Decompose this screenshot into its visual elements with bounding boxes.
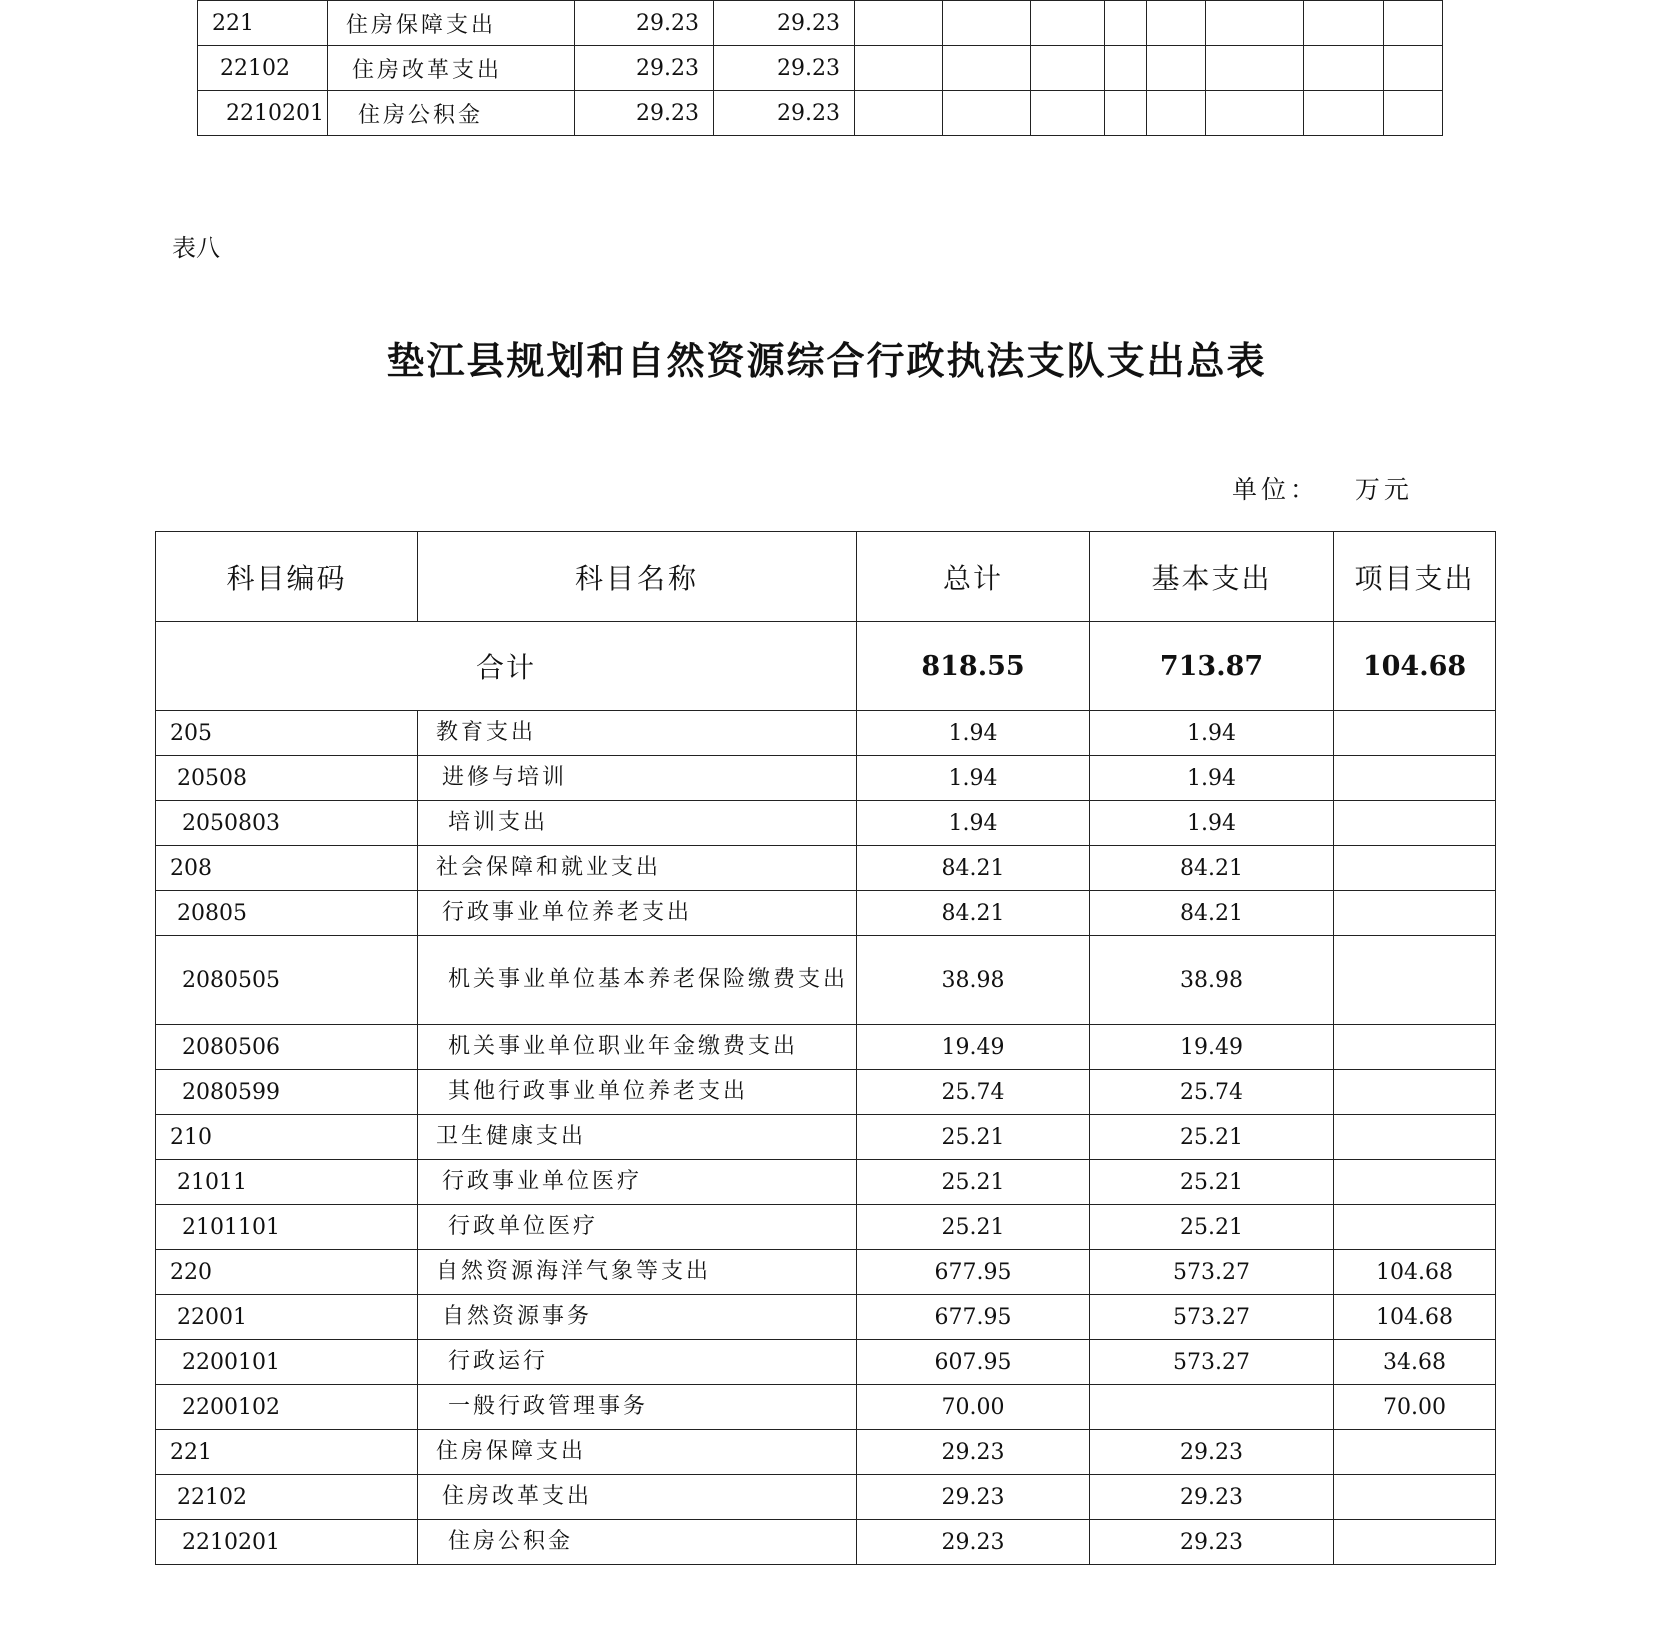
table-row (156, 846, 1496, 891)
table-row (156, 801, 1496, 846)
header-basic: 基本支出 (1090, 532, 1334, 622)
code-cell: 20805 (156, 891, 418, 936)
header-row (156, 532, 1496, 622)
code-cell: 220 (156, 1250, 418, 1295)
project-cell (1334, 891, 1496, 936)
total-cell: 29.23 (857, 1475, 1090, 1520)
project-cell (1334, 1160, 1496, 1205)
name-cell: 住房保障支出 (328, 1, 575, 46)
total-cell: 38.98 (857, 936, 1090, 1025)
total-row (156, 622, 1496, 711)
total-cell: 1.94 (857, 756, 1090, 801)
name-cell: 教育支出 (418, 711, 857, 756)
table-row (156, 1520, 1496, 1565)
name-cell: 其他行政事业单位养老支出 (418, 1070, 857, 1115)
basic-cell: 84.21 (1090, 846, 1334, 891)
project-cell (1334, 1025, 1496, 1070)
name-cell: 进修与培训 (418, 756, 857, 801)
project-cell: 104.68 (1334, 1295, 1496, 1340)
project-cell (1334, 801, 1496, 846)
code-cell: 2080505 (156, 936, 418, 1025)
table-row (156, 1205, 1496, 1250)
name-cell: 住房改革支出 (418, 1475, 857, 1520)
basic-cell: 573.27 (1090, 1250, 1334, 1295)
total-cell: 84.21 (857, 891, 1090, 936)
table-body (156, 711, 1496, 1565)
total-cell: 25.74 (857, 1070, 1090, 1115)
basic-cell: 1.94 (1090, 756, 1334, 801)
name-cell: 行政事业单位养老支出 (418, 891, 857, 936)
project-cell: 70.00 (1334, 1385, 1496, 1430)
project-cell (1334, 1070, 1496, 1115)
code-cell: 2080506 (156, 1025, 418, 1070)
table-row (156, 891, 1496, 936)
code-cell: 21011 (156, 1160, 418, 1205)
name-cell: 住房改革支出 (328, 46, 575, 91)
unit-value: 万元 (1354, 475, 1413, 504)
table-row (156, 1115, 1496, 1160)
name-cell: 机关事业单位基本养老保险缴费支出 (418, 936, 857, 1025)
total-cell: 1.94 (857, 801, 1090, 846)
table-row (156, 756, 1496, 801)
carryover-table (197, 0, 1443, 136)
project-cell (1334, 936, 1496, 1025)
total-cell: 19.49 (857, 1025, 1090, 1070)
table-row (198, 91, 1443, 136)
code-cell: 2200101 (156, 1340, 418, 1385)
name-cell: 行政事业单位医疗 (418, 1160, 857, 1205)
code-cell: 208 (156, 846, 418, 891)
code-cell: 22102 (198, 46, 328, 91)
table-row (156, 1295, 1496, 1340)
code-cell: 22102 (156, 1475, 418, 1520)
page-title: 垫江县规划和自然资源综合行政执法支队支出总表 (386, 338, 1267, 383)
total-cell: 70.00 (857, 1385, 1090, 1430)
project-cell (1334, 846, 1496, 891)
project-cell (1334, 1475, 1496, 1520)
name-cell: 住房公积金 (328, 91, 575, 136)
table-row (156, 1025, 1496, 1070)
basic-cell: 29.23 (1090, 1520, 1334, 1565)
table-row (156, 936, 1496, 1025)
code-cell: 205 (156, 711, 418, 756)
project-cell (1334, 1205, 1496, 1250)
project-cell (1334, 711, 1496, 756)
name-cell: 一般行政管理事务 (418, 1385, 857, 1430)
code-cell: 2210201 (198, 91, 328, 136)
table-row (156, 1070, 1496, 1115)
basic-cell: 573.27 (1090, 1340, 1334, 1385)
name-cell: 机关事业单位职业年金缴费支出 (418, 1025, 857, 1070)
basic-cell: 38.98 (1090, 936, 1334, 1025)
code-cell: 2101101 (156, 1205, 418, 1250)
project-cell (1334, 1520, 1496, 1565)
basic-cell: 25.21 (1090, 1115, 1334, 1160)
basic-cell: 29.23 (1090, 1475, 1334, 1520)
code-cell: 2050803 (156, 801, 418, 846)
table-row (156, 1385, 1496, 1430)
total-label: 合计 (156, 622, 857, 711)
project-cell (1334, 1115, 1496, 1160)
total-cell: 25.21 (857, 1160, 1090, 1205)
total-cell: 1.94 (857, 711, 1090, 756)
name-cell: 培训支出 (418, 801, 857, 846)
table-label: 表八 (172, 234, 220, 262)
name-cell: 住房保障支出 (418, 1430, 857, 1475)
project-cell (1334, 1430, 1496, 1475)
total-cell: 29.23 (857, 1430, 1090, 1475)
basic-cell: 19.49 (1090, 1025, 1334, 1070)
value-cell: 29.23 (575, 46, 714, 91)
value-cell: 29.23 (575, 91, 714, 136)
basic-cell: 25.74 (1090, 1070, 1334, 1115)
table-row (198, 46, 1443, 91)
value-cell: 29.23 (714, 91, 855, 136)
basic-cell: 29.23 (1090, 1430, 1334, 1475)
basic-cell: 1.94 (1090, 711, 1334, 756)
code-cell: 221 (198, 1, 328, 46)
total-project: 104.68 (1334, 622, 1496, 711)
code-cell: 22001 (156, 1295, 418, 1340)
total-basic: 713.87 (1090, 622, 1334, 711)
table-row (156, 1160, 1496, 1205)
header-name: 科目名称 (418, 532, 857, 622)
table-row (156, 1430, 1496, 1475)
basic-cell (1090, 1385, 1334, 1430)
unit-label: 单位： (1232, 475, 1320, 504)
value-cell: 29.23 (714, 46, 855, 91)
basic-cell: 573.27 (1090, 1295, 1334, 1340)
basic-cell: 84.21 (1090, 891, 1334, 936)
header-code: 科目编码 (156, 532, 418, 622)
code-cell: 210 (156, 1115, 418, 1160)
code-cell: 2080599 (156, 1070, 418, 1115)
project-cell (1334, 756, 1496, 801)
name-cell: 行政单位医疗 (418, 1205, 857, 1250)
table-row (156, 1250, 1496, 1295)
total-cell: 84.21 (857, 846, 1090, 891)
value-cell: 29.23 (714, 1, 855, 46)
total-cell: 25.21 (857, 1115, 1090, 1160)
project-cell: 104.68 (1334, 1250, 1496, 1295)
total-value: 818.55 (857, 622, 1090, 711)
name-cell: 社会保障和就业支出 (418, 846, 857, 891)
name-cell: 自然资源事务 (418, 1295, 857, 1340)
value-cell: 29.23 (575, 1, 714, 46)
table-row (156, 1340, 1496, 1385)
total-cell: 677.95 (857, 1295, 1090, 1340)
total-cell: 29.23 (857, 1520, 1090, 1565)
name-cell: 行政运行 (418, 1340, 857, 1385)
total-cell: 677.95 (857, 1250, 1090, 1295)
project-cell: 34.68 (1334, 1340, 1496, 1385)
code-cell: 2200102 (156, 1385, 418, 1430)
table-row (198, 1, 1443, 46)
expenditure-summary-table (155, 531, 1496, 1565)
basic-cell: 25.21 (1090, 1160, 1334, 1205)
code-cell: 221 (156, 1430, 418, 1475)
basic-cell: 1.94 (1090, 801, 1334, 846)
header-project: 项目支出 (1334, 532, 1496, 622)
basic-cell: 25.21 (1090, 1205, 1334, 1250)
unit-line (1232, 470, 1413, 506)
table-row (156, 711, 1496, 756)
total-cell: 607.95 (857, 1340, 1090, 1385)
name-cell: 自然资源海洋气象等支出 (418, 1250, 857, 1295)
table-row (156, 1475, 1496, 1520)
name-cell: 住房公积金 (418, 1520, 857, 1565)
code-cell: 2210201 (156, 1520, 418, 1565)
code-cell: 20508 (156, 756, 418, 801)
name-cell: 卫生健康支出 (418, 1115, 857, 1160)
header-total: 总计 (857, 532, 1090, 622)
total-cell: 25.21 (857, 1205, 1090, 1250)
